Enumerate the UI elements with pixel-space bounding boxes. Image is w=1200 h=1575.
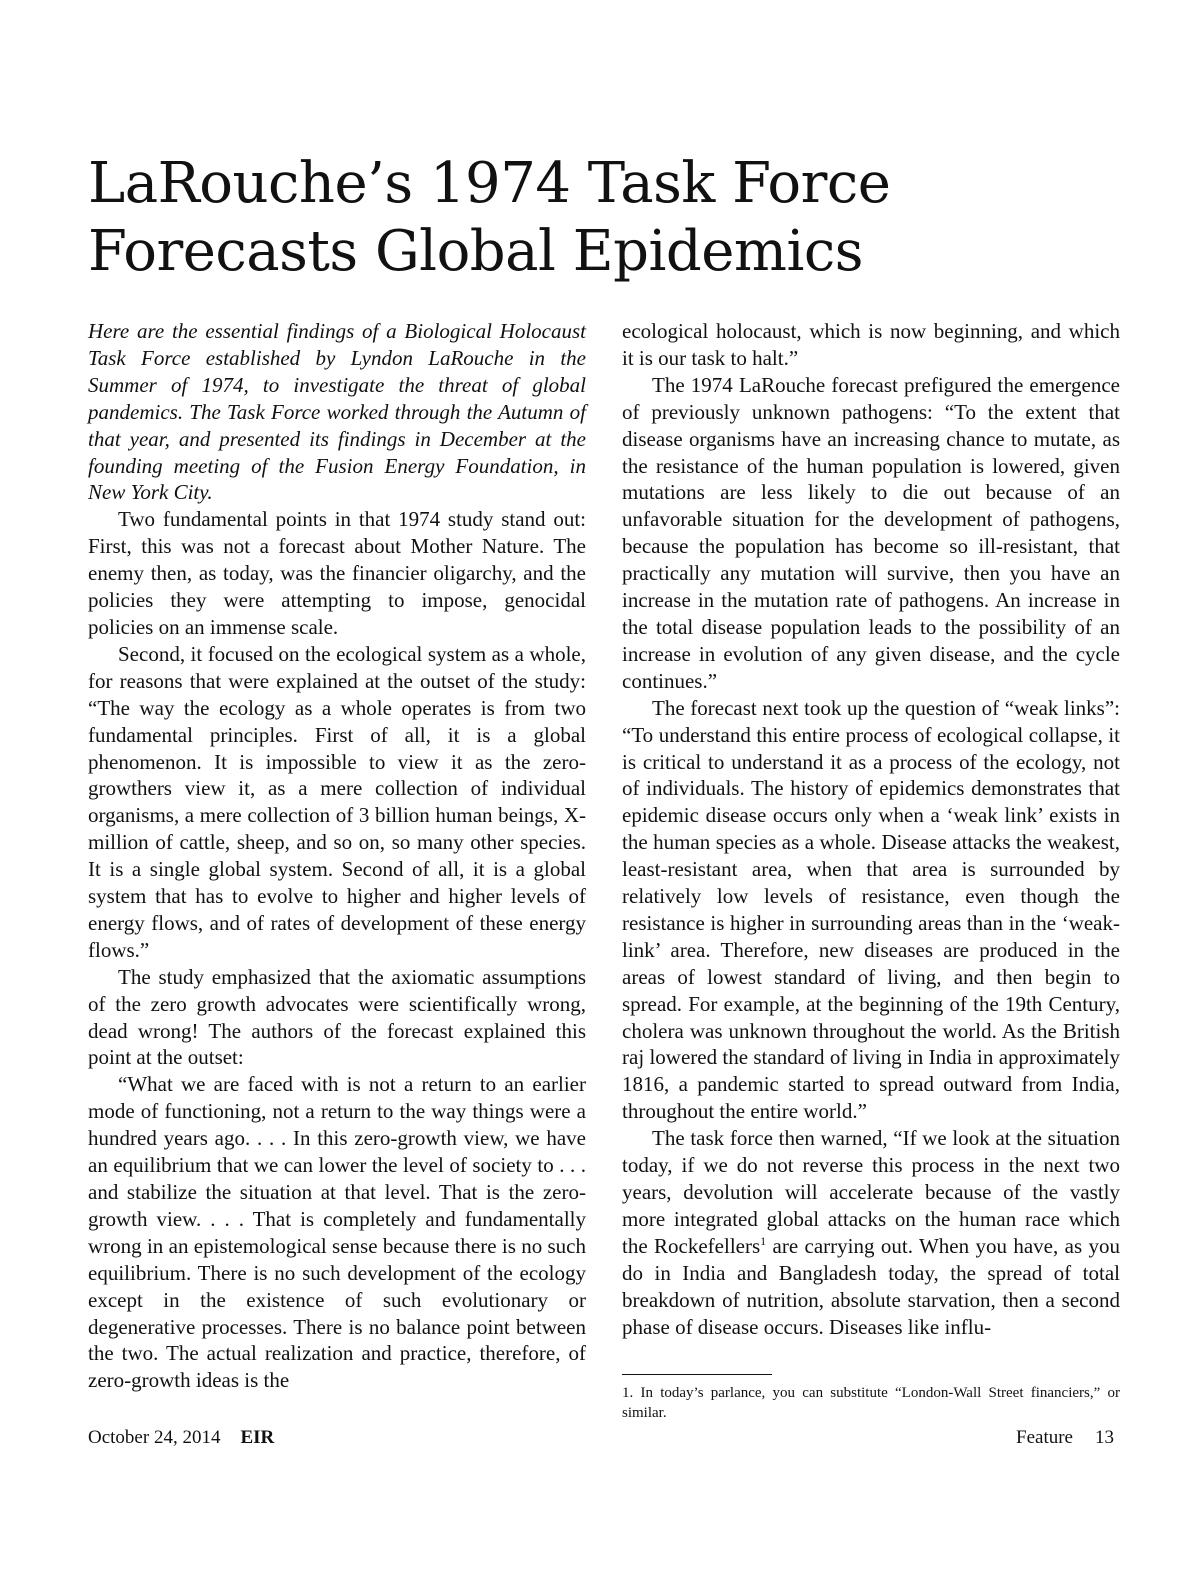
title-line-2: Forecasts Global Epidemics (88, 219, 863, 284)
right-column (622, 318, 1120, 1340)
footnote-reference[interactable]: 1 (760, 1233, 767, 1248)
footer-left (88, 1426, 274, 1450)
intro-paragraph: Here are the essential findings of a Biological Holocaust Task Force established by Lyndon LaRouche in the Summer of 1974, to investigate the threat of global pandemics. The Task Force worked through the Autumn of that year, and presented its findings in December at the founding meeting of the Fusion Energy Foundation, in New York City. (88, 319, 586, 505)
body-paragraph: The forecast next took up the question of “weak links”: “To understand this entire process of ecological collapse, it is critical to understand it as a process of the ecology, not of individuals. The history of epidemics demonstrates that epidemic disease occurs only when a ‘weak link’ exists in the human species as a whole. Disease attacks the weakest, least-resistant area, when that area is surrounded by relatively low levels of resistance, even though the resistance is higher in surrounding areas than in the ‘weak-link’ area. Therefore, new diseases are produced in the areas of lowest standard of living, and then begin to spread. For example, at the beginning of the 19th Century, cholera was unknown throughout the world. As the British raj lowered the standard of living in India in approximately 1816, a pandemic started to spread outward from India, throughout the entire world.” (622, 695, 1120, 1124)
footnote-divider (622, 1374, 772, 1375)
paragraph-text: are carrying out. When you have, as you do in India and Bangladesh today, the spread of total breakdown of nutrition, absolute starvation, then a second phase of disease occurs. Diseases like influ- (622, 1233, 1120, 1339)
article-title (88, 150, 1128, 286)
publication-name: EIR (240, 1427, 275, 1448)
section-name: Feature (1016, 1427, 1073, 1448)
footnote: 1. In today’s parlance, you can substitute “London-Wall Street financiers,” or similar. (622, 1385, 1120, 1421)
page-number: 13 (1095, 1427, 1114, 1448)
title-line-1: LaRouche’s 1974 Task Force (88, 151, 891, 216)
body-paragraph: The study emphasized that the axiomatic assumptions of the zero growth advocates were scientifically wrong, dead wrong! The authors of the forecast explained this point at the outset: (88, 964, 586, 1070)
body-paragraph: Two fundamental points in that 1974 study stand out: First, this was not a forecast about Mother Nature. The enemy then, as today, was the financier oligarchy, and the policies they were attempting to impose, genocidal policies on an immense scale. (88, 507, 586, 639)
left-column (88, 318, 586, 1394)
body-paragraph: “What we are faced with is not a return to an earlier mode of functioning, not a return to the way things were a hundred years ago. . . . In this zero-growth view, we have an equilibrium that we can lower the level of society to . . . and stabilize the situation at that level. That is the zero-growth view. . . . That is completely and fundamentally wrong in an epistemological sense because there is no such equilibrium. There is no such development of the ecology except in the existence of such evolutionary or degenerative processes. There is no balance point between the two. The actual realization and practice, therefore, of zero-growth ideas is the (88, 1072, 586, 1393)
body-paragraph (622, 1125, 1120, 1340)
body-paragraph: Second, it focused on the ecological system as a whole, for reasons that were explained at the outset of the study: “The way the ecology as a whole operates is from two fundamental principles. First of all, it is a global phenomenon. It is impossible to view it as the zero-growthers view it, as a mere collection of individual organisms, a mere collection of 3 billion human beings, X-million of cattle, sheep, and so on, so many other species. It is a single global system. Second of all, it is a global system that has to evolve to higher and higher levels of energy flows, and of rates of development of these energy flows.” (88, 641, 586, 962)
footer-right (1016, 1426, 1114, 1450)
issue-date: October 24, 2014 (88, 1427, 221, 1448)
paragraph-text: The task force then warned, “If we look at the situation today, if we do not reverse this process in the next two years, devolution will accelerate because of the vastly more integrated global attacks on the human race which the Rockefellers (622, 1126, 1120, 1258)
body-paragraph: ecological holocaust, which is now beginning, and which it is our task to halt.” (622, 319, 1120, 370)
body-paragraph: The 1974 LaRouche forecast prefigured the emergence of previously unknown pathogens: “To the extent that disease organisms have an increasing chance to mutate, as the resistance of the human population is lowered, given mutations are less likely to die out because of an unfavorable situation for the development of pathogens, because the population has become so ill-resistant, that practically any mutation will survive, then you have an increase in the mutation rate of pathogens. An increase in the total disease population leads to the possibility of an increase in evolution of any given disease, and the cycle continues.” (622, 372, 1120, 693)
